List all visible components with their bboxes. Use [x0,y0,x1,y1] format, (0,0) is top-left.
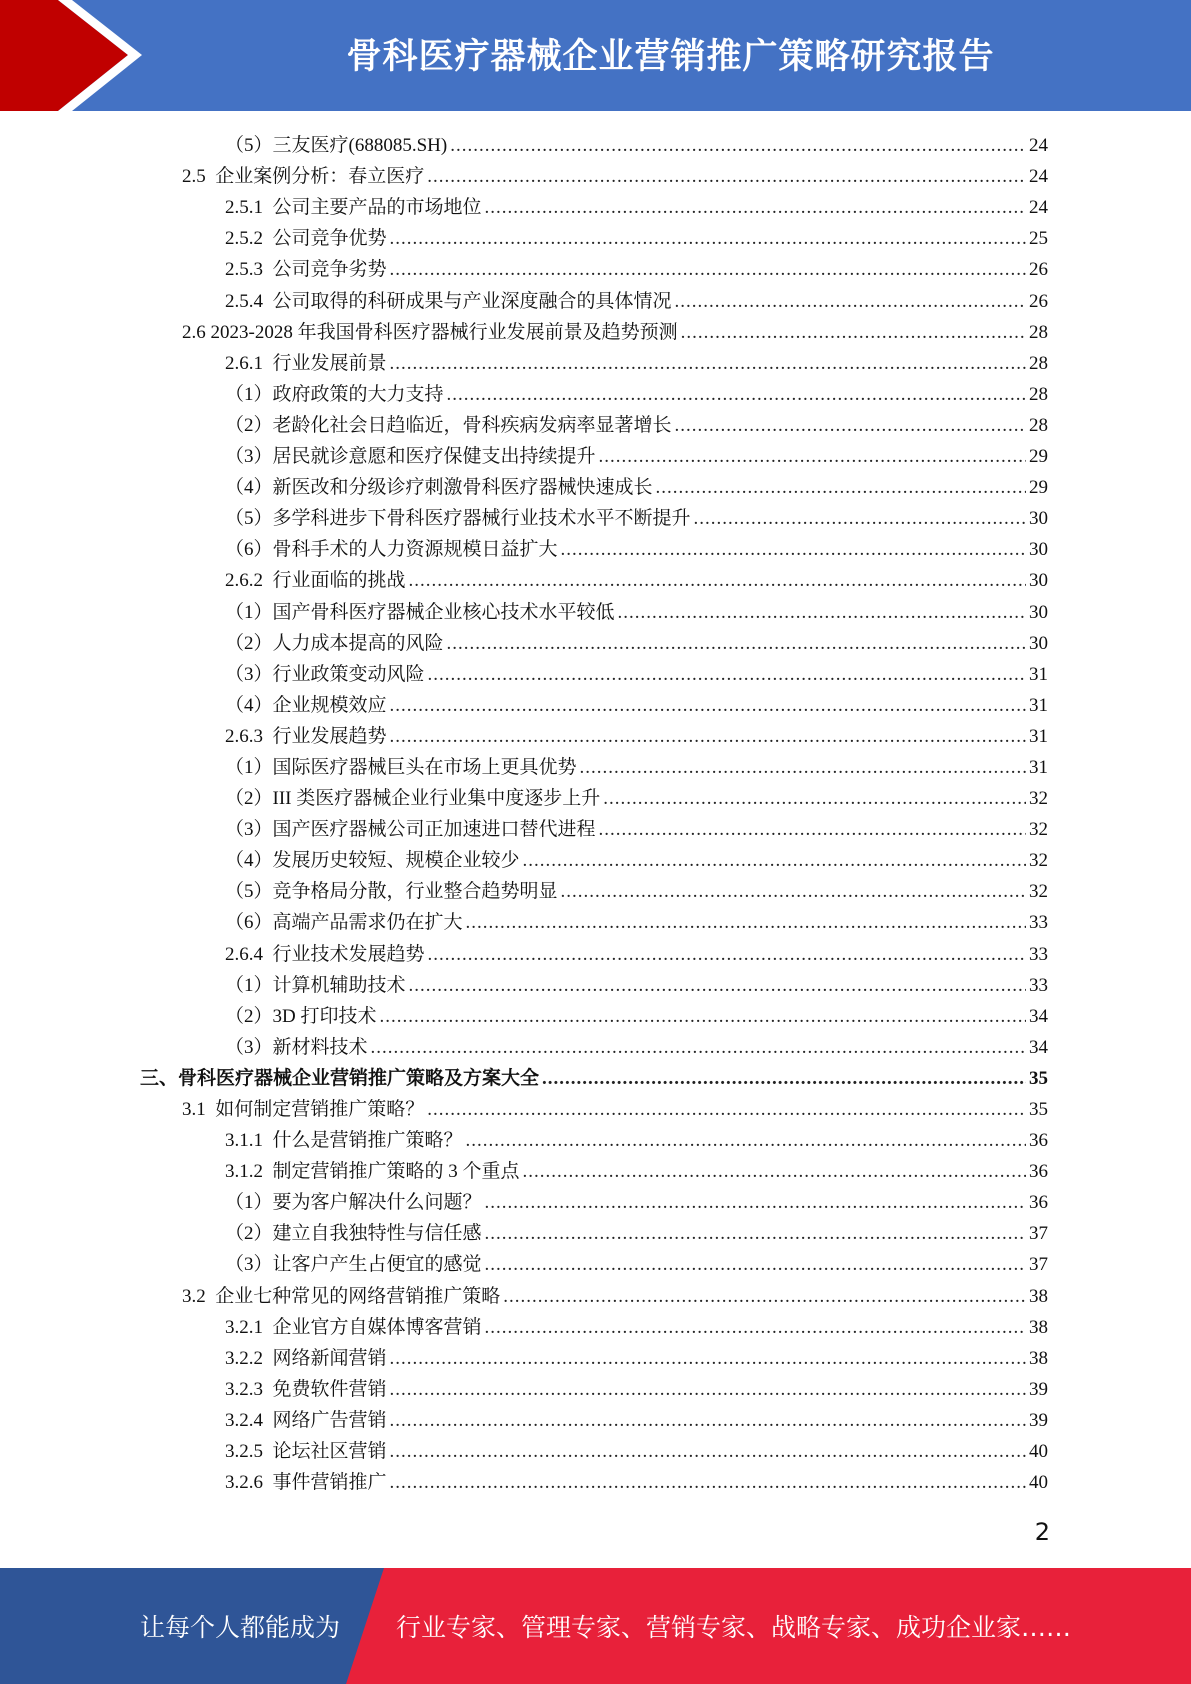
toc-entry[interactable] [140,1277,1048,1308]
toc-dot-leader [580,756,1026,780]
toc-entry-title: （4）企业规模效应 [225,694,387,716]
toc-entry[interactable] [140,562,1048,593]
toc-entry-title: （6）骨科手术的人力资源规模日益扩大 [225,539,558,561]
toc-entry-page: 28 [1029,414,1048,436]
toc-entry-page: 30 [1029,508,1048,530]
toc-dot-leader [561,880,1026,904]
toc-dot-leader [447,383,1026,407]
toc-dot-leader [561,538,1026,562]
toc-entry-title: 2.5.4 公司取得的科研成果与产业深度融合的具体情况 [225,290,672,312]
toc-entry[interactable] [140,1371,1048,1402]
toc-entry-title: （1）国产骨科医疗器械企业核心技术水平较低 [225,601,615,623]
toc-entry-page: 30 [1029,632,1048,654]
toc-entry-title: （2）老龄化社会日趋临近，骨科疾病发病率显著增长 [225,414,672,436]
footer-slogan-list: 行业专家、管理专家、营销专家、战略专家、成功企业家…… [396,1613,1072,1642]
toc-entry-title: （1）政府政策的大力支持 [225,383,444,405]
toc-entry[interactable] [140,314,1048,345]
footer-slogan-lead: 让每个人都能成为 [140,1613,341,1642]
toc-dot-leader [603,787,1026,811]
toc-entry[interactable] [140,998,1048,1029]
toc-entry-page: 33 [1029,943,1048,965]
toc-entry-page: 40 [1029,1441,1048,1463]
toc-dot-leader [427,165,1026,189]
toc-entry-page: 35 [1029,1099,1048,1120]
toc-dot-leader [409,974,1026,998]
toc-entry-page: 33 [1029,974,1048,996]
toc-entry-title: （5）三友医疗(688085.SH) [225,135,448,157]
toc-dot-leader [390,1471,1026,1495]
toc-entry-page: 35 [1029,1067,1048,1089]
toc-entry-title: （3）让客户产生占便宜的感觉 [225,1254,482,1276]
toc-entry-title: 3.2.5 论坛社区营销 [225,1441,387,1463]
toc-entry[interactable] [140,780,1048,811]
toc-entry[interactable] [140,811,1048,842]
toc-dot-leader [466,1129,1026,1153]
toc-entry[interactable] [140,749,1048,780]
toc-dot-leader [485,1222,1026,1246]
toc-entry-page: 36 [1029,1130,1048,1152]
toc-entry-title: 2.6.2 行业面临的挑战 [225,570,406,592]
toc-entry-title: 2.5 企业案例分析：春立医疗 [182,166,425,188]
toc-entry-page: 36 [1029,1192,1048,1214]
toc-entry-page: 28 [1029,383,1048,405]
page-number: 2 [1034,1518,1050,1546]
toc-entry-title: （6）高端产品需求仍在扩大 [225,912,463,934]
toc-dot-leader [450,134,1026,158]
toc-dot-leader [428,943,1026,967]
toc-entry[interactable] [140,656,1048,687]
toc-entry-page: 24 [1029,135,1048,157]
toc-dot-leader [390,352,1026,376]
toc-entry[interactable] [140,500,1048,531]
toc-entry-title: 3.1.1 什么是营销推广策略？ [225,1130,463,1152]
toc-dot-leader [523,849,1026,873]
toc-dot-leader [694,507,1026,531]
toc-entry[interactable] [140,1402,1048,1433]
toc-entry[interactable] [140,531,1048,562]
toc-entry-title: 3.2 企业七种常见的网络营销推广策略 [182,1285,501,1307]
toc-entry-page: 32 [1029,788,1048,810]
toc-entry-title: （2）人力成本提高的风险 [225,632,444,654]
toc-entry-page: 38 [1029,1347,1048,1369]
toc-dot-leader [428,663,1026,687]
toc-entry-title: （1）要为客户解决什么问题？ [225,1192,482,1214]
toc-entry[interactable] [140,189,1048,220]
toc-entry-page: 26 [1029,290,1048,312]
toc-dot-leader [466,911,1026,935]
toc-entry-title: （4）新医改和分级诊疗刺激骨科医疗器械快速成长 [225,477,653,499]
toc-dot-leader [447,632,1026,656]
toc-entry-page: 32 [1029,819,1048,841]
toc-entry[interactable] [140,1340,1048,1371]
toc-entry[interactable] [140,407,1048,438]
toc-entry-page: 31 [1029,756,1048,778]
toc-entry-title: （5）多学科进步下骨科医疗器械行业技术水平不断提升 [225,508,691,530]
toc-entry-title: 3.1.2 制定营销推广策略的 3 个重点 [225,1161,520,1183]
toc-dot-leader [485,1253,1026,1277]
toc-entry-title: （1）计算机辅助技术 [225,974,406,996]
toc-dot-leader [390,1409,1026,1433]
toc-entry-title: （2）III 类医疗器械企业行业集中度逐步上升 [225,788,601,810]
toc-entry[interactable] [140,1215,1048,1246]
toc-dot-leader [390,227,1026,251]
toc-entry[interactable] [140,345,1048,376]
toc-entry-title: 3.2.6 事件营销推广 [225,1472,387,1494]
toc-entry-title: 2.6 2023-2028 年我国骨科医疗器械行业发展前景及趋势预测 [182,321,678,343]
toc-entry-title: （3）国产医疗器械公司正加速进口替代进程 [225,819,596,841]
toc-dot-leader [618,601,1026,625]
toc-entry[interactable] [140,158,1048,189]
toc-entry[interactable] [140,1246,1048,1277]
toc-entry[interactable] [140,593,1048,624]
toc-entry-page: 30 [1029,570,1048,592]
toc-entry[interactable] [140,251,1048,282]
toc-entry[interactable] [140,220,1048,251]
toc-entry[interactable] [140,469,1048,500]
toc-entry-page: 30 [1029,539,1048,561]
toc-entry-page: 38 [1029,1316,1048,1338]
toc-entry-title: （5）竞争格局分散，行业整合趋势明显 [225,881,558,903]
toc-entry[interactable] [140,1091,1048,1122]
toc-entry-title: 3.1 如何制定营销推广策略？ [182,1099,425,1120]
toc-entry-page: 37 [1029,1223,1048,1245]
toc-dot-leader [390,1378,1026,1402]
toc-dot-leader [390,258,1026,282]
page-footer [0,1568,1191,1684]
toc-entry-page: 31 [1029,725,1048,747]
toc-entry-title: 2.6.4 行业技术发展趋势 [225,943,425,965]
toc-dot-leader [681,321,1026,345]
report-title: 骨科医疗器械企业营销推广策略研究报告 [346,37,995,77]
toc-entry-title: （3）行业政策变动风险 [225,663,425,685]
toc-dot-leader [503,1285,1026,1309]
toc-entry-page: 32 [1029,850,1048,872]
toc-entry[interactable] [140,718,1048,749]
toc-entry-page: 26 [1029,259,1048,281]
toc-entry-page: 36 [1029,1161,1048,1183]
toc-entry-title: （3）居民就诊意愿和医疗保健支出持续提升 [225,446,596,468]
toc-entry-title: 3.2.4 网络广告营销 [225,1409,387,1431]
toc-entry-page: 24 [1029,197,1048,219]
toc-entry-page: 33 [1029,912,1048,934]
toc-entry[interactable] [140,376,1048,407]
toc-entry[interactable] [140,935,1048,966]
toc-dot-leader [675,414,1026,438]
toc-entry-page: 40 [1029,1472,1048,1494]
toc-dot-leader [485,1316,1026,1340]
toc-entry[interactable] [140,1153,1048,1184]
toc-entry-title: 2.5.1 公司主要产品的市场地位 [225,197,482,219]
toc-dot-leader [523,1160,1026,1184]
page-header [0,0,1191,111]
toc-dot-leader [485,1191,1026,1215]
toc-entry[interactable] [140,904,1048,935]
toc-entry-title: （2）3D 打印技术 [225,1005,377,1027]
toc-entry[interactable] [140,1029,1048,1060]
toc-dot-leader [390,725,1026,749]
toc-entry[interactable] [140,438,1048,469]
toc-entry[interactable] [140,1433,1048,1464]
toc-dot-leader [390,1440,1026,1464]
toc-entry[interactable] [140,873,1048,904]
toc-entry-title: 3.2.1 企业官方自媒体博客营销 [225,1316,482,1338]
toc-dot-leader [390,694,1026,718]
toc-entry[interactable] [140,625,1048,656]
toc-dot-leader [485,196,1026,220]
toc-entry-title: 三、骨科医疗器械企业营销推广策略及方案大全 [140,1067,540,1089]
toc-entry-page: 38 [1029,1285,1048,1307]
toc-entry-title: 2.5.3 公司竞争劣势 [225,259,387,281]
toc-entry-page: 37 [1029,1254,1048,1276]
toc-entry-page: 30 [1029,601,1048,623]
toc-entry-title: 2.6.1 行业发展前景 [225,352,387,374]
toc-entry-page: 34 [1029,1005,1048,1027]
toc-entry-title: 2.5.2 公司竞争优势 [225,228,387,250]
toc-entry[interactable] [140,842,1048,873]
toc-dot-leader [427,1098,1026,1122]
header-arrow-decoration [0,0,160,111]
toc-entry-title: （1）国际医疗器械巨头在市场上更具优势 [225,756,577,778]
toc-entry[interactable] [140,1464,1048,1495]
toc-entry-page: 32 [1029,881,1048,903]
toc-dot-leader [599,445,1026,469]
toc-entry[interactable] [140,687,1048,718]
toc-entry[interactable] [140,967,1048,998]
toc-entry[interactable] [140,1309,1048,1340]
table-of-contents [140,127,1048,1495]
toc-dot-leader [542,1067,1026,1091]
toc-entry-page: 34 [1029,1036,1048,1058]
toc-entry-page: 28 [1029,321,1048,343]
toc-entry-page: 31 [1029,694,1048,716]
toc-dot-leader [390,1347,1026,1371]
toc-entry-title: （4）发展历史较短、规模企业较少 [225,850,520,872]
toc-dot-leader [379,1005,1026,1029]
toc-entry[interactable] [140,1184,1048,1215]
toc-entry-title: 3.2.2 网络新闻营销 [225,1347,387,1369]
toc-dot-leader [656,476,1026,500]
toc-dot-leader [675,290,1026,314]
toc-entry[interactable] [140,127,1048,158]
toc-entry-page: 28 [1029,352,1048,374]
toc-entry-page: 31 [1029,663,1048,685]
toc-entry-title: 3.2.3 免费软件营销 [225,1378,387,1400]
toc-dot-leader [409,569,1026,593]
toc-entry-title: （2）建立自我独特性与信任感 [225,1223,482,1245]
toc-dot-leader [599,818,1026,842]
toc-entry-page: 39 [1029,1378,1048,1400]
toc-entry-title: 2.6.3 行业发展趋势 [225,725,387,747]
toc-entry[interactable] [140,1060,1048,1091]
toc-entry-page: 29 [1029,446,1048,468]
toc-entry[interactable] [140,1122,1048,1153]
toc-entry-page: 24 [1029,166,1048,188]
toc-entry[interactable] [140,282,1048,313]
toc-entry-page: 29 [1029,477,1048,499]
toc-dot-leader [371,1036,1026,1060]
toc-entry-page: 25 [1029,228,1048,250]
toc-entry-title: （3）新材料技术 [225,1036,368,1058]
toc-entry-page: 39 [1029,1409,1048,1431]
